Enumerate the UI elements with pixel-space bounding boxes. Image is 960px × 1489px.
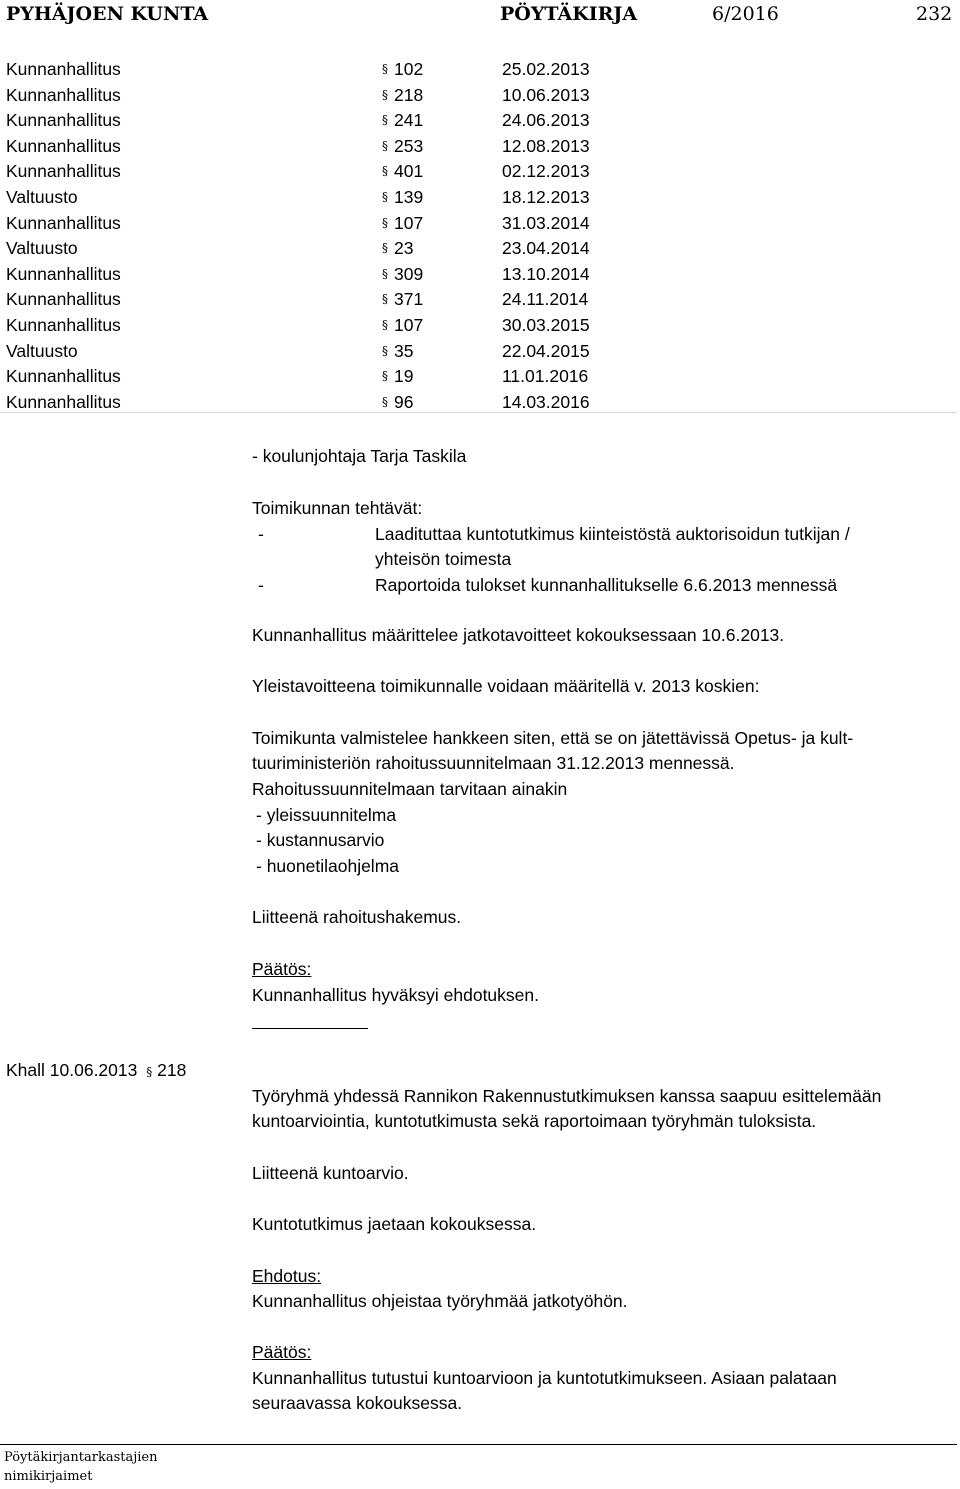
history-date: 10.06.2013 bbox=[502, 84, 590, 105]
history-section: 218 bbox=[394, 84, 424, 105]
history-section: 309 bbox=[394, 263, 424, 284]
decision-text: Kunnanhallitus hyväksyi ehdotuksen. bbox=[252, 985, 539, 1005]
group-paragraph: Työryhmä yhdessä Rannikon Rakennustutkimuksen kanssa saapuu esittelemään bbox=[252, 1086, 882, 1106]
section-sign-icon: § bbox=[382, 292, 388, 307]
task-text: Laadituttaa kuntotutkimus kiinteistöstä auktorisoidun tutkijan / bbox=[375, 524, 850, 544]
proposal-text: Kunnanhallitus ohjeistaa työryhmää jatkotyöhön. bbox=[252, 1291, 628, 1311]
history-date: 31.03.2014 bbox=[502, 212, 590, 233]
history-body: Kunnanhallitus bbox=[6, 212, 121, 233]
section-sign-icon: § bbox=[382, 369, 388, 384]
distribution-note: Kuntotutkimus jaetaan kokouksessa. bbox=[252, 1214, 537, 1234]
prepare-paragraph: Toimikunta valmistelee hankkeen siten, että se on jätettävissä Opetus- ja kult- bbox=[252, 728, 854, 748]
history-date: 23.04.2014 bbox=[502, 238, 590, 259]
table-divider bbox=[0, 412, 957, 413]
history-body: Valtuusto bbox=[6, 238, 78, 259]
document-type: PÖYTÄKIRJA bbox=[500, 3, 638, 25]
member-line: - koulunjohtaja Tarja Taskila bbox=[252, 446, 467, 466]
history-body: Kunnanhallitus bbox=[6, 366, 121, 387]
task-text-cont: yhteisön toimesta bbox=[375, 549, 512, 569]
history-date: 30.03.2015 bbox=[502, 315, 590, 335]
footer-initials-label: nimikirjaimet bbox=[4, 1469, 93, 1484]
section-sign-icon: § bbox=[382, 164, 388, 179]
funding-item: - huonetilaohjelma bbox=[256, 856, 400, 876]
task-dash: - bbox=[258, 524, 264, 544]
section-sign-icon: § bbox=[382, 394, 388, 409]
section-sign-icon: § bbox=[382, 62, 388, 76]
attachment-note: Liitteenä kuntoarvio. bbox=[252, 1163, 409, 1183]
history-body: Kunnanhallitus bbox=[6, 161, 121, 182]
history-section: 96 bbox=[394, 391, 414, 412]
history-section: 102 bbox=[394, 59, 424, 79]
attachment-note: Liitteenä rahoitushakemus. bbox=[252, 907, 462, 927]
general-goal-paragraph: Yleistavoitteena toimikunnalle voidaan määritellä v. 2013 koskien: bbox=[252, 676, 760, 696]
decision-label: Päätös: bbox=[252, 1342, 312, 1362]
history-date: 18.12.2013 bbox=[502, 187, 590, 207]
reference-section: 218 bbox=[157, 1060, 187, 1080]
section-sign-icon: § bbox=[382, 215, 388, 230]
history-body: Valtuusto bbox=[6, 340, 78, 361]
history-date: 13.10.2014 bbox=[502, 263, 590, 284]
section-sign-icon: § bbox=[382, 138, 388, 153]
reference-label: Khall 10.06.2013 bbox=[6, 1060, 138, 1080]
section-sign-icon: § bbox=[382, 190, 388, 204]
history-section: 19 bbox=[394, 366, 414, 387]
history-section: 35 bbox=[394, 340, 414, 361]
section-sign-icon: § bbox=[146, 1065, 153, 1079]
history-date: 11.01.2016 bbox=[502, 366, 589, 387]
history-body: Kunnanhallitus bbox=[6, 110, 121, 131]
section-sign-icon: § bbox=[382, 113, 388, 128]
section-sign-icon: § bbox=[382, 87, 388, 102]
section-sign-icon: § bbox=[382, 241, 388, 256]
decision-label: Päätös: bbox=[252, 959, 312, 979]
footer-rule bbox=[0, 1444, 957, 1445]
issue-number: 6/2016 bbox=[712, 3, 779, 25]
history-date: 24.11.2014 bbox=[502, 289, 589, 310]
history-date: 24.06.2013 bbox=[502, 110, 590, 131]
task-dash: - bbox=[258, 575, 264, 595]
proposal-label: Ehdotus: bbox=[252, 1266, 322, 1286]
history-date: 25.02.2013 bbox=[502, 59, 590, 79]
municipality-name: PYHÄJOEN KUNTA bbox=[6, 3, 209, 25]
history-date: 22.04.2015 bbox=[502, 340, 590, 361]
prepare-paragraph-cont: tuuriministeriön rahoitussuunnitelmaan 31.12.2013 mennessä. bbox=[252, 753, 735, 773]
history-date: 02.12.2013 bbox=[502, 161, 590, 182]
history-section: 253 bbox=[394, 135, 424, 156]
history-body: Kunnanhallitus bbox=[6, 289, 121, 310]
history-body: Kunnanhallitus bbox=[6, 263, 121, 284]
funding-item: - yleissuunnitelma bbox=[256, 805, 397, 825]
footer-reviewers-label: Pöytäkirjantarkastajien bbox=[4, 1450, 158, 1465]
decision-text: Kunnanhallitus tutustui kuntoarvioon ja kuntotutkimukseen. Asiaan palataan bbox=[252, 1368, 837, 1388]
history-date: 14.03.2016 bbox=[502, 391, 590, 412]
history-body: Kunnanhallitus bbox=[6, 59, 121, 79]
history-section: 401 bbox=[394, 161, 424, 182]
history-section: 371 bbox=[394, 289, 424, 310]
funding-intro: Rahoitussuunnitelmaan tarvitaan ainakin bbox=[252, 779, 568, 799]
history-body: Kunnanhallitus bbox=[6, 84, 121, 105]
funding-item: - kustannusarvio bbox=[256, 830, 385, 850]
history-section: 107 bbox=[394, 315, 424, 335]
history-section: 241 bbox=[394, 110, 424, 131]
page-number: 232 bbox=[916, 3, 953, 25]
history-body: Kunnanhallitus bbox=[6, 135, 121, 156]
task-text: Raportoida tulokset kunnanhallitukselle 6.6.2013 mennessä bbox=[375, 575, 838, 595]
history-body: Kunnanhallitus bbox=[6, 391, 121, 412]
group-paragraph-cont: kuntoarviointia, kuntotutkimusta sekä raportoimaan työryhmän tuloksista. bbox=[252, 1111, 817, 1131]
meeting-reference bbox=[6, 1058, 186, 1086]
decision-text-cont: seuraavassa kokouksessa. bbox=[252, 1393, 463, 1413]
section-sign-icon: § bbox=[382, 343, 388, 358]
history-section: 139 bbox=[394, 187, 424, 207]
history-body: Valtuusto bbox=[6, 187, 78, 207]
section-sign-icon: § bbox=[382, 266, 388, 281]
history-date: 12.08.2013 bbox=[502, 135, 590, 156]
goals-paragraph: Kunnanhallitus määrittelee jatkotavoitteet kokouksessaan 10.6.2013. bbox=[252, 625, 785, 645]
tasks-heading: Toimikunnan tehtävät: bbox=[252, 498, 423, 518]
history-body: Kunnanhallitus bbox=[6, 315, 121, 335]
section-sign-icon: § bbox=[382, 318, 388, 332]
history-section: 107 bbox=[394, 212, 424, 233]
history-section: 23 bbox=[394, 238, 414, 259]
section-end-rule bbox=[252, 1028, 368, 1029]
